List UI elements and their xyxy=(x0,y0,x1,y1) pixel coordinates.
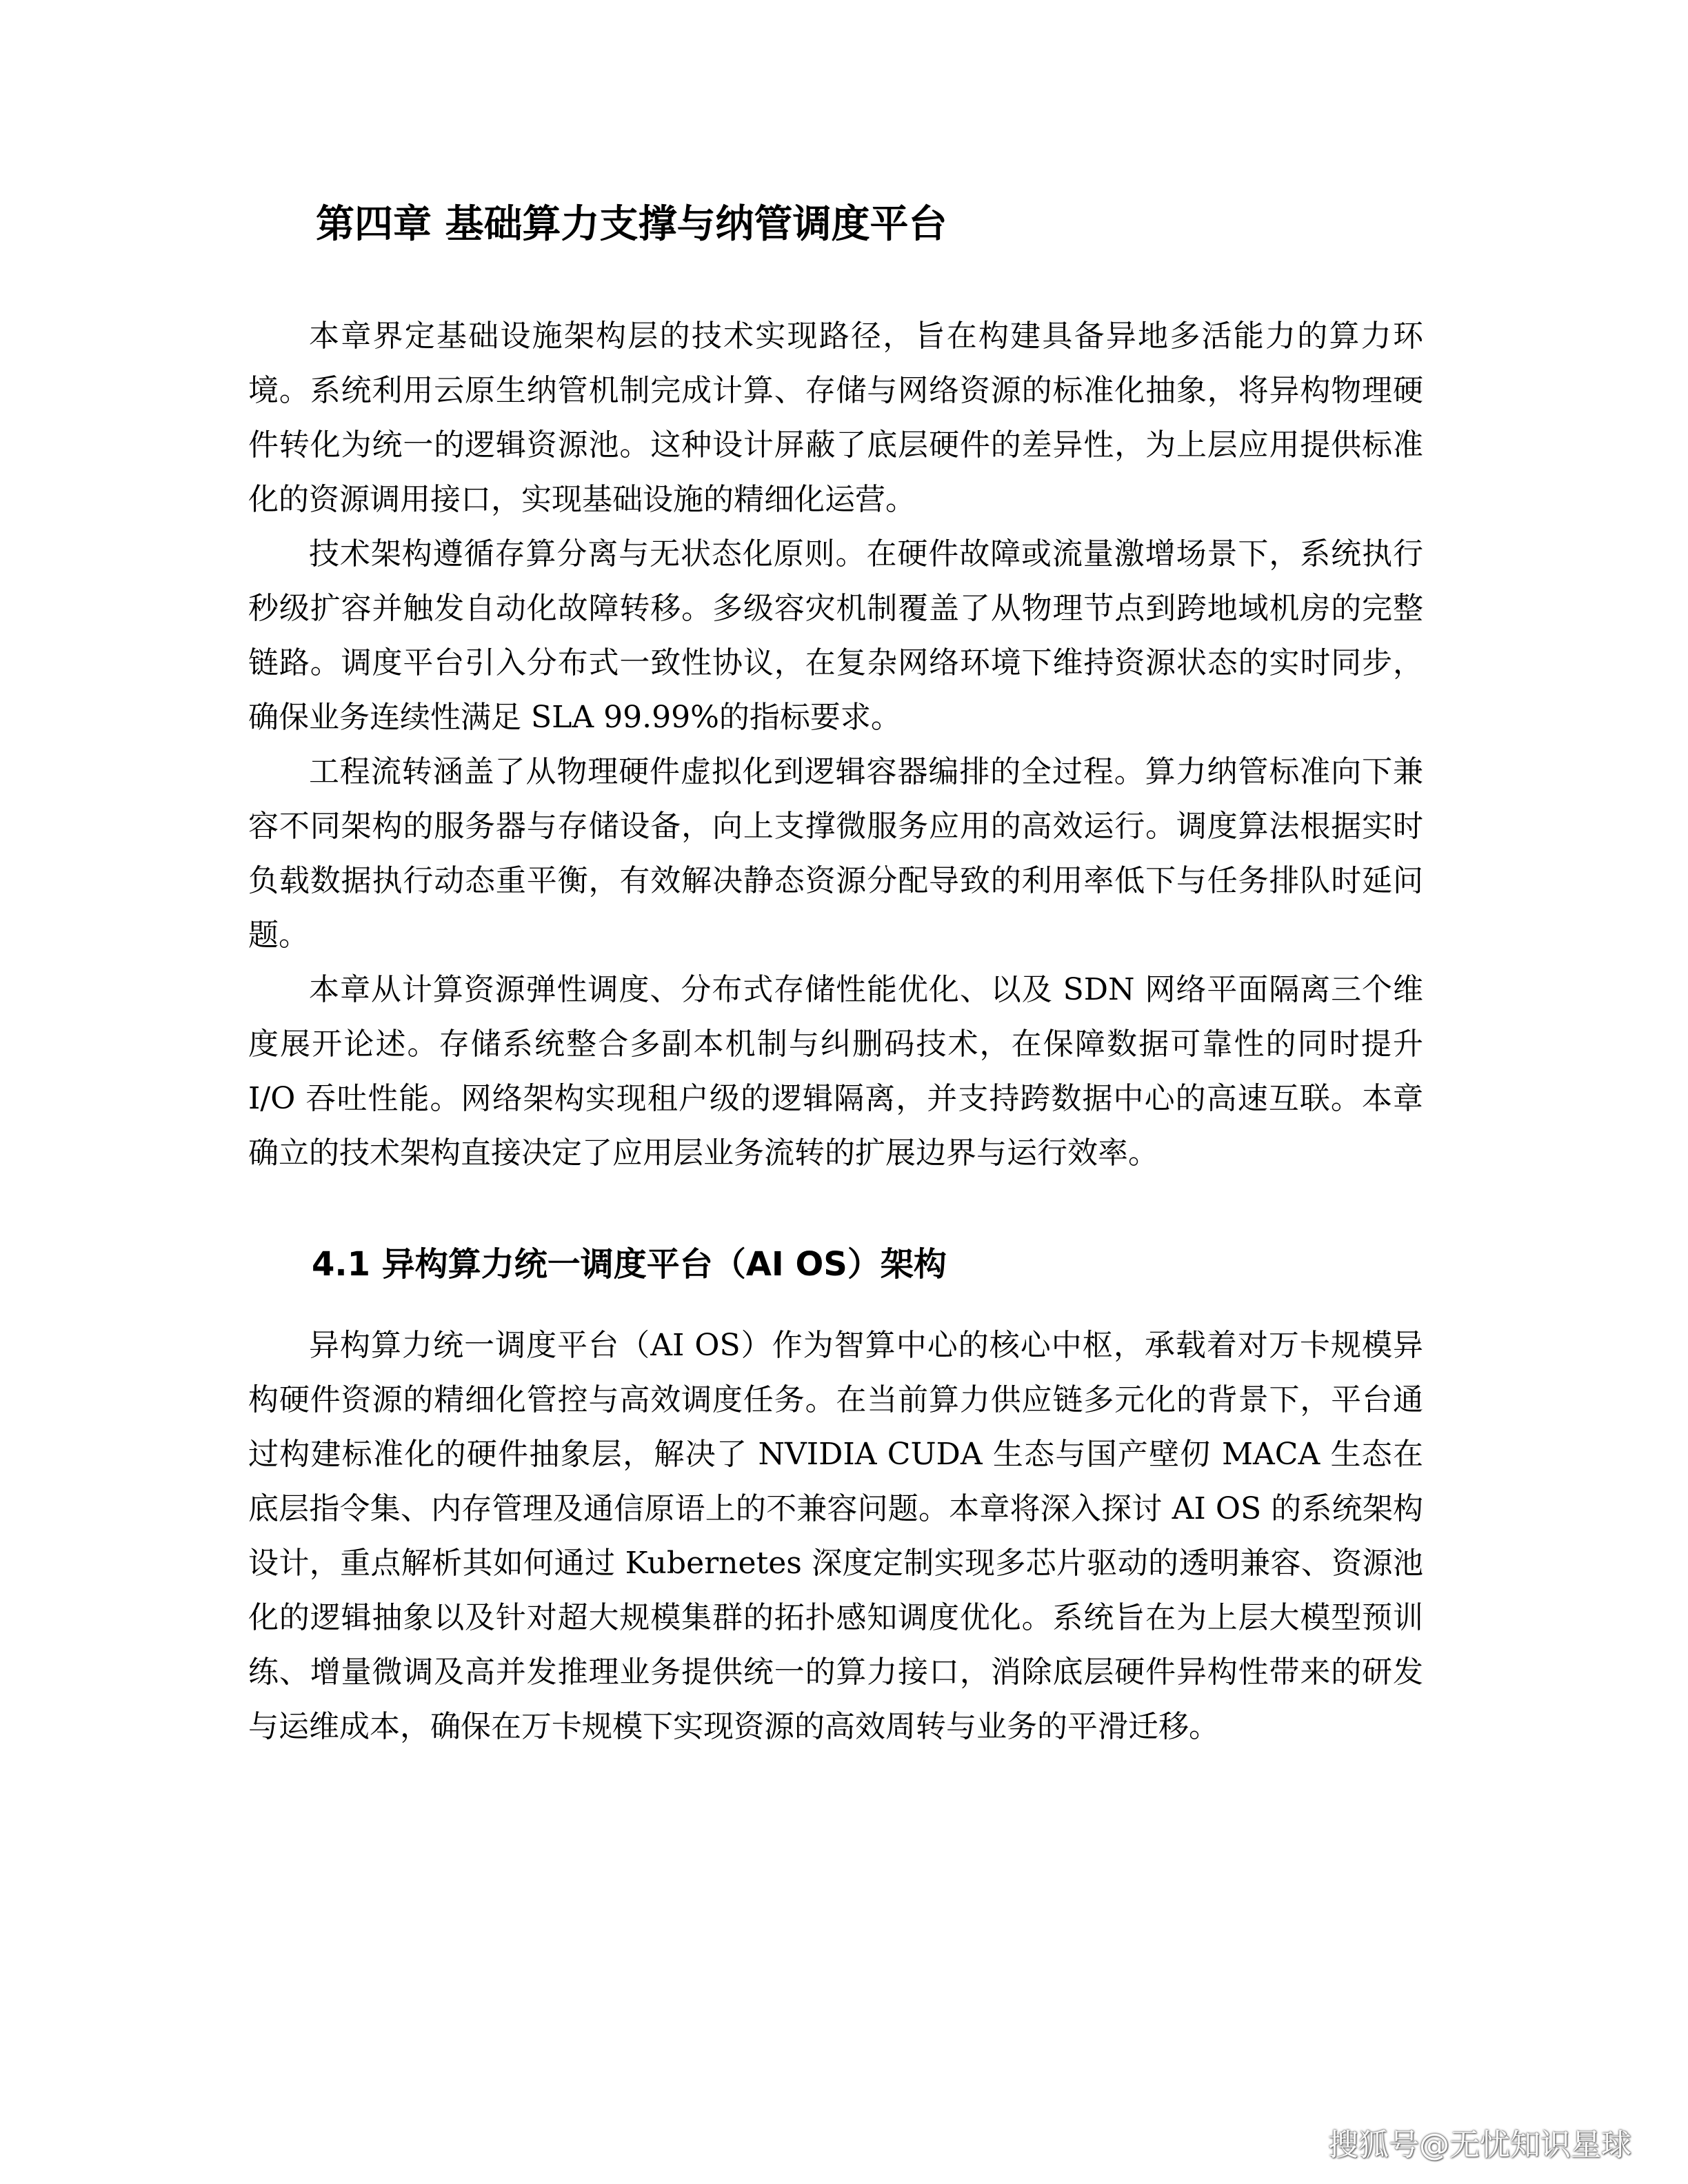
intro-paragraph-2: 技术架构遵循存算分离与无状态化原则。在硬件故障或流量激增场景下，系统执行秒级扩容并触发自动化故障转移。多级容灾机制覆盖了从物理节点到跨地域机房的完整链路。调度平台引入分布式一致性协议，在复杂网络环境下维持资源状态的实时同步，确保业务连续性满足 SLA 99.99%的指标要求。 xyxy=(248,536,1423,735)
section-title: 4.1 异构算力统一调度平台（AI OS）架构 xyxy=(312,1245,947,1284)
chapter-title: 第四章 基础算力支撑与纳管调度平台 xyxy=(316,202,947,247)
intro-paragraph-4: 本章从计算资源弹性调度、分布式存储性能优化、以及 SDN 网络平面隔离三个维度展开论述。存储系统整合多副本机制与纠删码技术，在保障数据可靠性的同时提升 I/O 吞吐性能。网络架构实现租户级的逻辑隔离，并支持跨数据中心的高速互联。本章确立的技术架构直接决定了应用层业务流转的扩展边界与运行效率。 xyxy=(248,972,1423,1171)
section-body xyxy=(248,1318,1423,1754)
chapter-intro xyxy=(248,309,1423,1180)
intro-paragraph-3: 工程流转涵盖了从物理硬件虚拟化到逻辑容器编排的全过程。算力纳管标准向下兼容不同架构的服务器与存储设备，向上支撑微服务应用的高效运行。调度算法根据实时负载数据执行动态重平衡，有效解决静态资源分配导致的利用率低下与任务排队时延问题。 xyxy=(248,754,1423,953)
intro-paragraph-1: 本章界定基础设施架构层的技术实现路径，旨在构建具备异地多活能力的算力环境。系统利用云原生纳管机制完成计算、存储与网络资源的标准化抽象，将异构物理硬件转化为统一的逻辑资源池。这种设计屏蔽了底层硬件的差异性，为上层应用提供标准化的资源调用接口，实现基础设施的精细化运营。 xyxy=(248,318,1423,517)
watermark: 搜狐号@无忧知识星球 xyxy=(1328,2127,1631,2163)
section-paragraph-1: 异构算力统一调度平台（AI OS）作为智算中心的核心中枢，承载着对万卡规模异构硬件资源的精细化管控与高效调度任务。在当前算力供应链多元化的背景下，平台通过构建标准化的硬件抽象层，解决了 NVIDIA CUDA 生态与国产壁仞 MACA 生态在底层指令集、内存管理及通信原语上的不兼容问题。本章将深入探讨 AI OS 的系统架构设计，重点解析其如何通过 Kubernetes 深度定制实现多芯片驱动的透明兼容、资源池化的逻辑抽象以及针对超大规模集群的拓扑感知调度优化。系统旨在为上层大模型预训练、增量微调及高并发推理业务提供统一的算力接口，消除底层硬件异构性带来的研发与运维成本，确保在万卡规模下实现资源的高效周转与业务的平滑迁移。 xyxy=(248,1328,1423,1744)
